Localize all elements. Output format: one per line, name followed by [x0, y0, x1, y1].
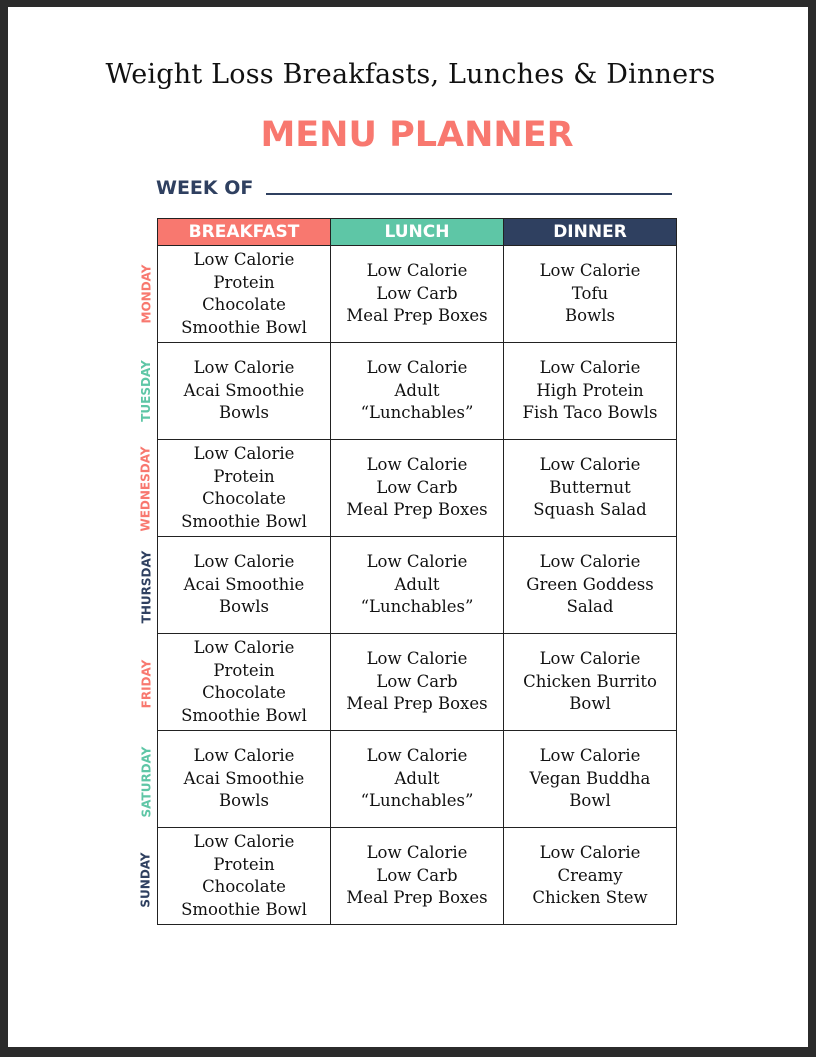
- day-name: FRIDAY: [139, 659, 154, 709]
- meal-text-line: Low Carb: [376, 671, 458, 691]
- table-header-row: [158, 219, 677, 246]
- meal-text-line: Smoothie Bowl: [181, 511, 307, 531]
- dinner-cell: [504, 634, 677, 731]
- page-title: Weight Loss Breakfasts, Lunches & Dinners: [105, 59, 716, 90]
- meal-text-line: Low Calorie: [366, 649, 468, 669]
- meal-text-line: Low Carb: [376, 865, 458, 885]
- table-row: [158, 828, 677, 925]
- table-row: [158, 537, 677, 634]
- meal-text-line: Low Calorie: [366, 358, 468, 378]
- table-row: [158, 440, 677, 537]
- meal-text-line: Adult: [394, 380, 440, 400]
- meal-text-line: Bowl: [569, 694, 611, 714]
- meal-text-line: Low Calorie: [193, 444, 295, 463]
- meal-text-line: Acai Smoothie: [183, 768, 305, 788]
- meal-text-line: Chocolate: [202, 683, 286, 702]
- lunch-cell: [331, 343, 504, 440]
- breakfast-cell: [158, 440, 331, 537]
- meal-text-line: Low Calorie: [193, 638, 295, 657]
- meal-text-line: Meal Prep Boxes: [346, 306, 488, 326]
- breakfast-cell: [158, 828, 331, 925]
- breakfast-cell: [158, 731, 331, 828]
- meal-text-line: Green Goddess: [526, 574, 654, 594]
- meal-text-line: Low Calorie: [539, 649, 641, 669]
- meal-text-line: Low Calorie: [366, 455, 468, 475]
- dinner-cell: [504, 440, 677, 537]
- breakfast-cell: [158, 634, 331, 731]
- meal-text-line: Low Calorie: [193, 358, 295, 378]
- column-header-breakfast: BREAKFAST: [158, 219, 331, 246]
- meal-text-line: Protein: [213, 854, 275, 874]
- meal-text-line: Low Calorie: [366, 552, 468, 572]
- meal-text-line: Bowl: [569, 791, 611, 811]
- meal-text-line: “Lunchables”: [360, 403, 474, 423]
- meal-text-line: Low Calorie: [193, 832, 295, 851]
- day-label-sunday: [136, 831, 156, 928]
- meal-text-line: Bowls: [219, 403, 269, 423]
- meal-text-line: Chicken Stew: [532, 888, 648, 908]
- meal-text-line: Smoothie Bowl: [181, 899, 307, 919]
- meal-text-line: Low Calorie: [539, 843, 641, 863]
- meal-text-line: Acai Smoothie: [183, 380, 305, 400]
- meal-text-line: Creamy: [557, 865, 623, 885]
- table-row: [158, 343, 677, 440]
- day-name: TUESDAY: [139, 360, 153, 422]
- table-row: [158, 246, 677, 343]
- day-name: SUNDAY: [139, 852, 153, 908]
- meal-text-line: Protein: [213, 272, 275, 292]
- meal-text-line: Low Calorie: [539, 358, 641, 378]
- lunch-cell: [331, 537, 504, 634]
- lunch-cell: [331, 731, 504, 828]
- dinner-cell: [504, 246, 677, 343]
- meal-text-line: Protein: [213, 466, 275, 486]
- day-label-thursday: [136, 538, 156, 635]
- column-header-lunch: LUNCH: [331, 219, 504, 246]
- meal-text-line: Low Calorie: [539, 261, 641, 281]
- meal-text-line: Chocolate: [202, 489, 286, 508]
- meal-text-line: Low Calorie: [539, 552, 641, 572]
- dinner-cell: [504, 343, 677, 440]
- page: [8, 7, 808, 1047]
- meal-text-line: Low Calorie: [539, 455, 641, 475]
- week-of-label: WEEK OF: [156, 177, 254, 199]
- day-label-monday: [136, 245, 156, 342]
- meal-text-line: Low Calorie: [366, 843, 468, 863]
- lunch-cell: [331, 440, 504, 537]
- breakfast-cell: [158, 246, 331, 343]
- day-name: THURSDAY: [139, 550, 153, 623]
- meal-text-line: Salad: [566, 597, 614, 617]
- meal-text-line: Bowls: [565, 306, 615, 326]
- day-name: WEDNESDAY: [139, 446, 154, 532]
- meal-text-line: Low Calorie: [366, 261, 468, 281]
- column-header-dinner: DINNER: [504, 219, 677, 246]
- meal-text-line: Low Calorie: [193, 250, 295, 269]
- meal-text-line: Chicken Burrito: [523, 671, 657, 691]
- lunch-cell: [331, 828, 504, 925]
- meal-text-line: Low Carb: [376, 283, 458, 303]
- meal-text-line: Chocolate: [202, 295, 286, 314]
- meal-text-line: “Lunchables”: [360, 791, 474, 811]
- dinner-cell: [504, 828, 677, 925]
- meal-text-line: Adult: [394, 574, 440, 594]
- meal-text-line: Bowls: [219, 597, 269, 617]
- meal-text-line: Smoothie Bowl: [181, 317, 307, 337]
- meal-text-line: Meal Prep Boxes: [346, 888, 488, 908]
- dinner-cell: [504, 537, 677, 634]
- page-subtitle: MENU PLANNER: [260, 115, 574, 155]
- meal-text-line: Protein: [213, 660, 275, 680]
- day-label-friday: [136, 636, 156, 733]
- menu-table: [157, 218, 677, 925]
- meal-text-line: Smoothie Bowl: [181, 705, 307, 725]
- meal-text-line: Bowls: [219, 791, 269, 811]
- table-row: [158, 634, 677, 731]
- lunch-cell: [331, 634, 504, 731]
- meal-text-line: Low Calorie: [193, 552, 295, 572]
- meal-text-line: Low Calorie: [193, 746, 295, 766]
- breakfast-cell: [158, 343, 331, 440]
- meal-text-line: Acai Smoothie: [183, 574, 305, 594]
- day-label-tuesday: [136, 343, 156, 440]
- breakfast-cell: [158, 537, 331, 634]
- meal-text-line: Meal Prep Boxes: [346, 500, 488, 520]
- meal-text-line: Adult: [394, 768, 440, 788]
- meal-text-line: “Lunchables”: [360, 597, 474, 617]
- meal-text-line: Chocolate: [202, 877, 286, 896]
- meal-text-line: Low Carb: [376, 477, 458, 497]
- lunch-cell: [331, 246, 504, 343]
- day-name: SATURDAY: [139, 746, 153, 818]
- meal-text-line: Vegan Buddha: [529, 768, 651, 788]
- meal-text-line: Meal Prep Boxes: [346, 694, 488, 714]
- week-of-line: [266, 193, 672, 195]
- meal-text-line: Butternut: [549, 477, 631, 497]
- meal-text-line: Squash Salad: [533, 500, 647, 520]
- meal-text-line: Tofu: [571, 283, 609, 303]
- meal-text-line: High Protein: [536, 380, 644, 400]
- day-label-wednesday: [136, 440, 156, 537]
- day-name: MONDAY: [139, 264, 154, 323]
- meal-text-line: Fish Taco Bowls: [522, 403, 658, 423]
- meal-text-line: Low Calorie: [366, 746, 468, 766]
- dinner-cell: [504, 731, 677, 828]
- table-row: [158, 731, 677, 828]
- day-label-saturday: [136, 734, 156, 831]
- meal-text-line: Low Calorie: [539, 746, 641, 766]
